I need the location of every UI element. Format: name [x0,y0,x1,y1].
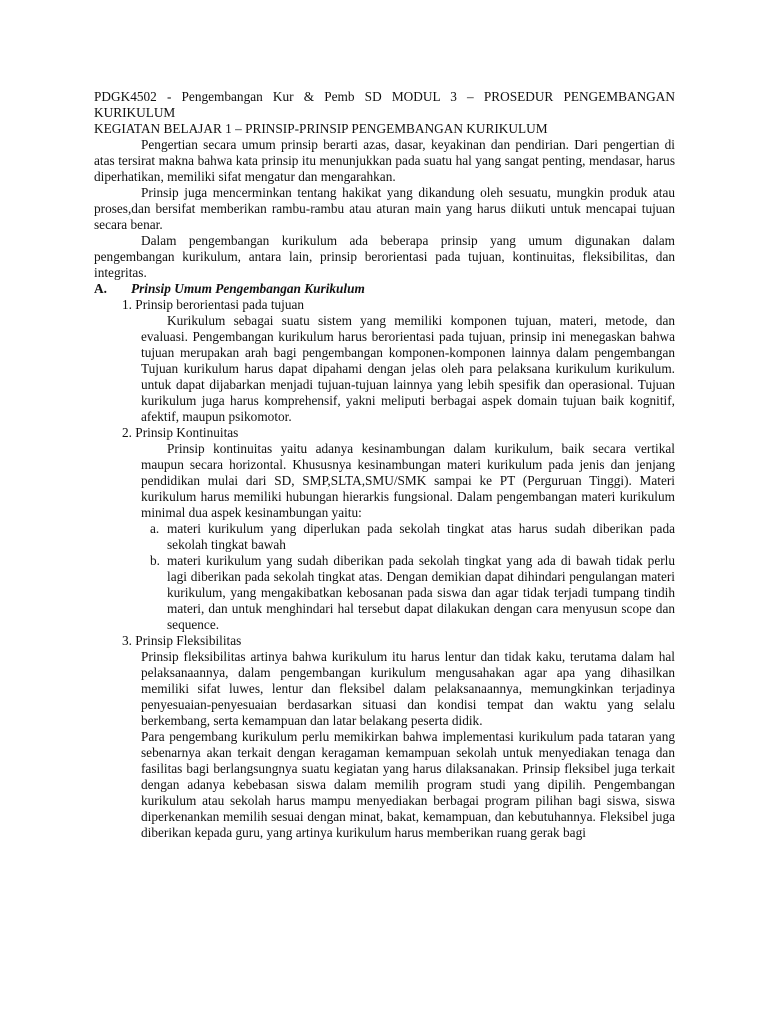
item-body [141,313,675,425]
item-paragraph: Prinsip fleksibilitas artinya bahwa kurikulum itu harus lentur dan tidak kaku, terutama dalam hal pelaksanaannya, dalam pengembangan kurikulum mengusahakan agar apa yang dihasilkan memiliki sifat luwes, lentur dan fleksibel dalam pelaksanaannya, memungkinkan terjadinya penyesuaian-penyesuaian berdasarkan situasi dan kondisi tempat dan waktu yang selalu berkembang, serta kemampuan dan latar belakang peserta didik. [141,649,675,728]
item-body [141,441,675,521]
list-item [150,553,675,633]
section-title: Prinsip Umum Pengembangan Kurikulum [131,281,365,296]
list-text: materi kurikulum yang sudah diberikan pada sekolah tingkat yang ada di bawah tidak perlu lagi diberikan pada sekolah tingkat atas. Dengan demikian dapat dihindari pengulangan materi kurikulum, yang mengakibatkan kebosanan pada siswa dan agar tidak terjadi tumpang tindih materi, dan untuk menghindari hal tersebut dapat dilakukan dengan cara menyusun scope dan sequence. [167,553,675,632]
list-marker: b. [150,553,160,568]
intro-paragraph: Prinsip juga mencerminkan tentang hakikat yang dikandung oleh sesuatu, mungkin produk atau proses,dan bersifat memberikan rambu-rambu atau aturan main yang harus diikuti untuk mencapai tujuan secara benar. [94,185,675,232]
section-letter: A. [94,281,107,296]
item-body [141,649,675,841]
section-a-heading [94,281,675,297]
module-title: PDGK4502 - Pengembangan Kur & Pemb SD MODUL 3 – PROSEDUR PENGEMBANGAN KURIKULUM [94,89,675,120]
activity-title: KEGIATAN BELAJAR 1 – PRINSIP-PRINSIP PENGEMBANGAN KURIKULUM [94,121,548,136]
list-text: materi kurikulum yang diperlukan pada sekolah tingkat atas harus sudah diberikan pada sekolah tingkat bawah [167,521,675,552]
list-item [150,521,675,553]
item-heading: 2. Prinsip Kontinuitas [122,425,239,440]
item-paragraph: Kurikulum sebagai suatu sistem yang memiliki komponen tujuan, materi, metode, dan evaluasi. Pengembangan kurikulum harus berorientasi pada tujuan, prinsip ini menegaskan bahwa tujuan merupakan arah bagi pengembangan komponen-komponen lainnya dalam pengembangan Tujuan kurikulum harus dapat dipahami dengan jelas oleh para pelaksana kurikulum kurikulum. untuk dapat dijabarkan menjadi tujuan-tujuan lainnya yang lebih spesifik dan operasional. Tujuan kurikulum juga harus komprehensif, yakni meliputi berbagai aspek domain tujuan baik kognitif, afektif, maupun psikomotor. [141,313,675,424]
item-heading: 3. Prinsip Fleksibilitas [122,633,242,648]
item-paragraph: Para pengembang kurikulum perlu memikirkan bahwa implementasi kurikulum pada tataran yang sebenarnya akan terkait dengan keragaman kemampuan sekolah untuk menyediakan tenaga dan fasilitas bagi berlangsungnya suatu kegiatan yang harus dilaksanakan. Prinsip fleksibel juga terkait dengan adanya kebebasan siswa dalam memilih program studi yang dipilih. Pengembangan kurikulum atau sekolah harus mampu menyediakan berbagai program pilihan bagi siswa, siswa diperkenankan memilih sesuai dengan minat, bakat, kemampuan, dan kebutuhannya. Fleksibel juga diberikan kepada guru, yang artinya kurikulum harus memberikan ruang gerak bagi [141,729,675,840]
list-marker: a. [150,521,160,536]
item-heading: 1. Prinsip berorientasi pada tujuan [122,297,305,312]
intro-paragraph: Dalam pengembangan kurikulum ada beberapa prinsip yang umum digunakan dalam pengembangan kurikulum, antara lain, prinsip berorientasi pada tujuan, kontinuitas, fleksibilitas, dan integritas. [94,233,675,280]
intro-paragraph: Pengertian secara umum prinsip berarti azas, dasar, keyakinan dan pendirian. Dari pengertian di atas tersirat makna bahwa kata prinsip itu menunjukkan pada suatu hal yang sangat penting, mendasar, harus diperhatikan, memiliki sifat mengatur dan mengarahkan. [94,137,675,184]
item-paragraph: Prinsip kontinuitas yaitu adanya kesinambungan dalam kurikulum, baik secara vertikal maupun secara horizontal. Khususnya kesinambungan materi kurikulum pada jenis dan jenjang pendidikan mulai dari SD, SMP,SLTA,SMU/SMK sampai ke PT (Perguruan Tinggi). Materi kurikulum harus memiliki hubungan hierarkis fungsional. Dalam pengembangan materi kurikulum minimal dua aspek kesinambungan yaitu: [141,441,675,520]
document-body [94,89,675,841]
